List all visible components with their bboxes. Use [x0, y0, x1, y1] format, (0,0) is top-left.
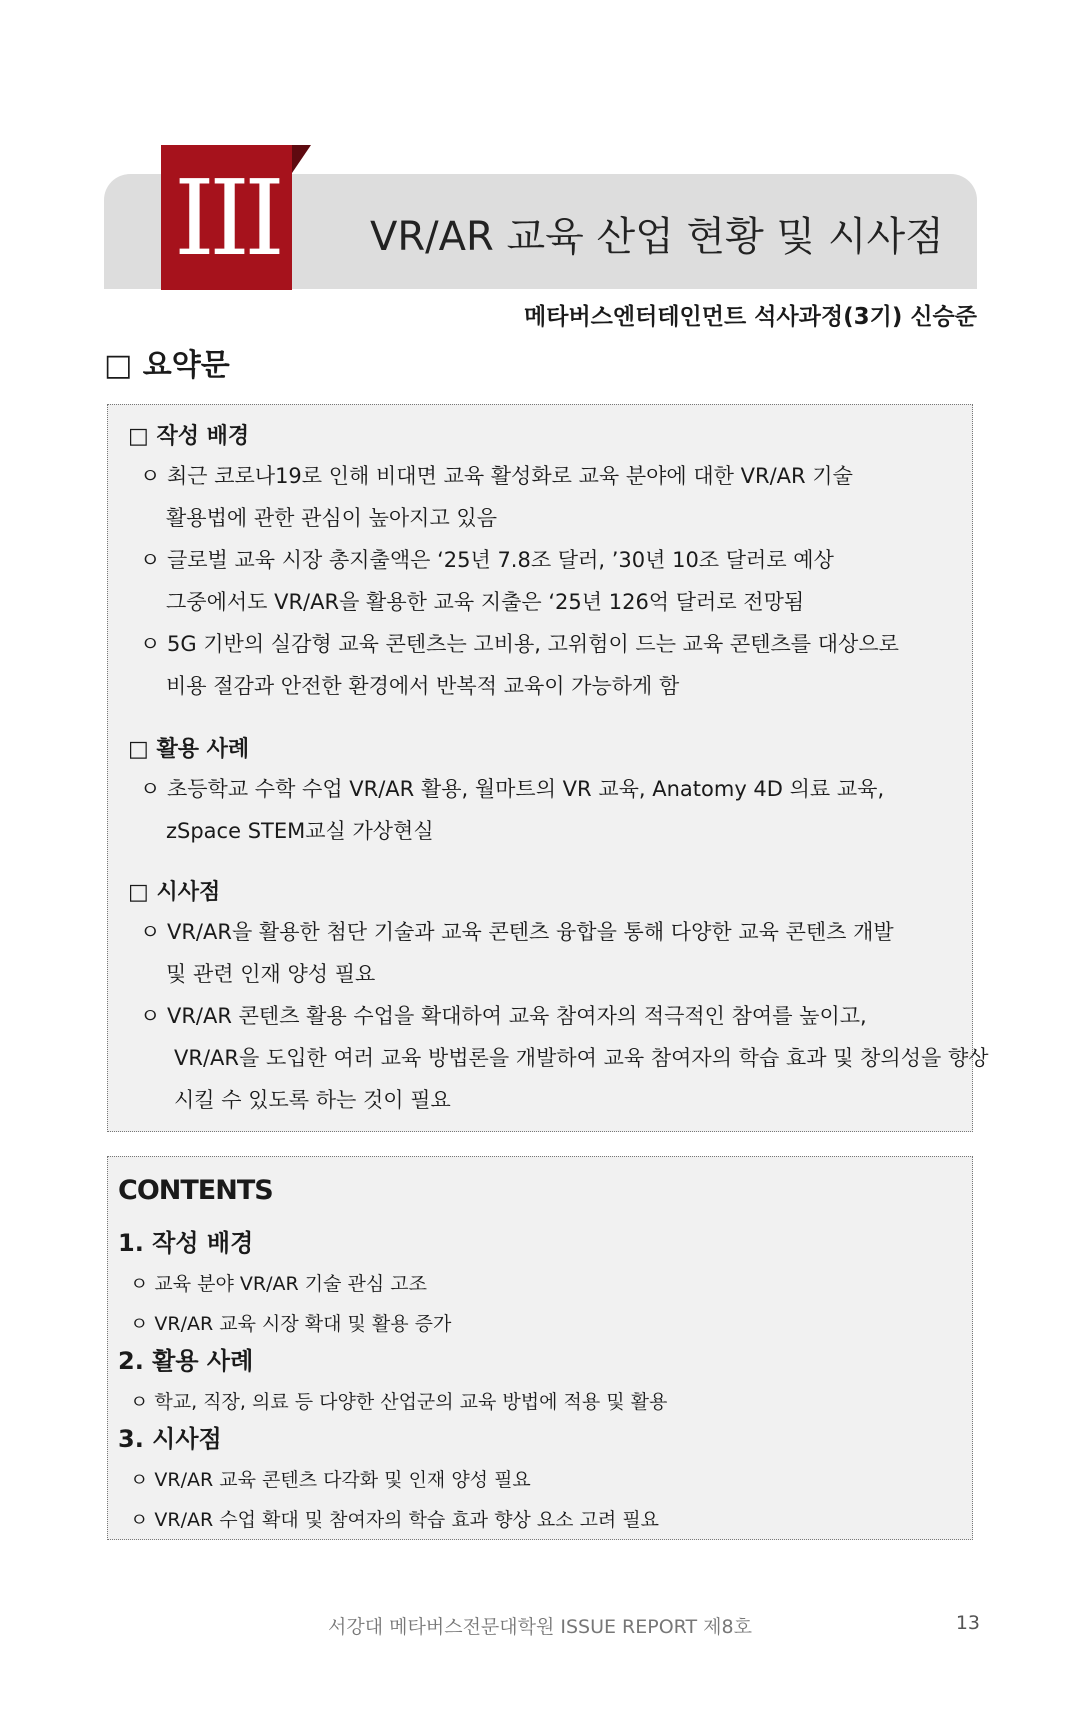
summary-line: 시킬 수 있도록 하는 것이 필요	[174, 1088, 451, 1112]
section-heading-background: □ 작성 배경	[128, 424, 250, 449]
summary-line: ㅇ VR/AR 콘텐츠 활용 수업을 확대하여 교육 참여자의 적극적인 참여를 높이고,	[140, 1004, 867, 1028]
contents-box	[107, 1156, 973, 1540]
section-heading-implications: □ 시사점	[128, 880, 221, 905]
summary-line: ㅇ 글로벌 교육 시장 총지출액은 ‘25년 7.8조 달러, ’30년 10조 달러로 예상	[140, 548, 834, 572]
chapter-title: VR/AR 교육 산업 현황 및 시사점	[370, 214, 944, 260]
summary-line: ㅇ 최근 코로나19로 인해 비대면 교육 활성화로 교육 분야에 대한 VR/AR 기술	[140, 464, 853, 488]
summary-line: 활용법에 관한 관심이 높아지고 있음	[166, 506, 497, 530]
summary-box	[107, 404, 989, 1132]
footer-text: 서강대 메타버스전문대학원 ISSUE REPORT 제8호	[328, 1616, 752, 1638]
contents-heading: 1. 작성 배경	[118, 1229, 254, 1257]
summary-title: □ 요약문	[104, 348, 230, 383]
section-heading-cases: □ 활용 사례	[128, 737, 250, 762]
summary-line: VR/AR을 도입한 여러 교육 방법론을 개발하여 교육 참여자의 학습 효과 및 창의성을 향상	[174, 1046, 989, 1070]
chapter-number-fold	[292, 145, 311, 173]
summary-line: ㅇ 초등학교 수학 수업 VR/AR 활용, 월마트의 VR 교육, Anatomy 4D 의료 교육,	[140, 777, 885, 801]
contents-item: ㅇ 학교, 직장, 의료 등 다양한 산업군의 교육 방법에 적용 및 활용	[130, 1391, 668, 1413]
contents-title: CONTENTS	[118, 1175, 273, 1206]
summary-line: ㅇ VR/AR을 활용한 첨단 기술과 교육 콘텐츠 융합을 통해 다양한 교육 콘텐츠 개발	[140, 920, 894, 944]
contents-item: ㅇ VR/AR 교육 시장 확대 및 활용 증가	[130, 1313, 452, 1335]
contents-item: ㅇ 교육 분야 VR/AR 기술 관심 고조	[130, 1273, 427, 1295]
contents-item: ㅇ VR/AR 교육 콘텐츠 다각화 및 인재 양성 필요	[130, 1469, 531, 1491]
summary-line: 및 관련 인재 양성 필요	[166, 962, 376, 986]
contents-item: ㅇ VR/AR 수업 확대 및 참여자의 학습 효과 향상 요소 고려 필요	[130, 1509, 660, 1531]
summary-line: 비용 절감과 안전한 환경에서 반복적 교육이 가능하게 함	[166, 674, 680, 698]
contents-heading: 3. 시사점	[118, 1425, 222, 1453]
summary-line: zSpace STEM교실 가상현실	[166, 819, 434, 843]
page-number: 13	[955, 1612, 980, 1634]
contents-heading: 2. 활용 사례	[118, 1347, 254, 1375]
summary-line: 그중에서도 VR/AR을 활용한 교육 지출은 ‘25년 126억 달러로 전망됨	[166, 590, 805, 614]
summary-line: ㅇ 5G 기반의 실감형 교육 콘텐츠는 고비용, 고위험이 드는 교육 콘텐츠를 대상으로	[140, 632, 899, 656]
author-line: 메타버스엔터테인먼트 석사과정(3기) 신승준	[524, 304, 977, 330]
chapter-numeral: III	[173, 156, 280, 279]
